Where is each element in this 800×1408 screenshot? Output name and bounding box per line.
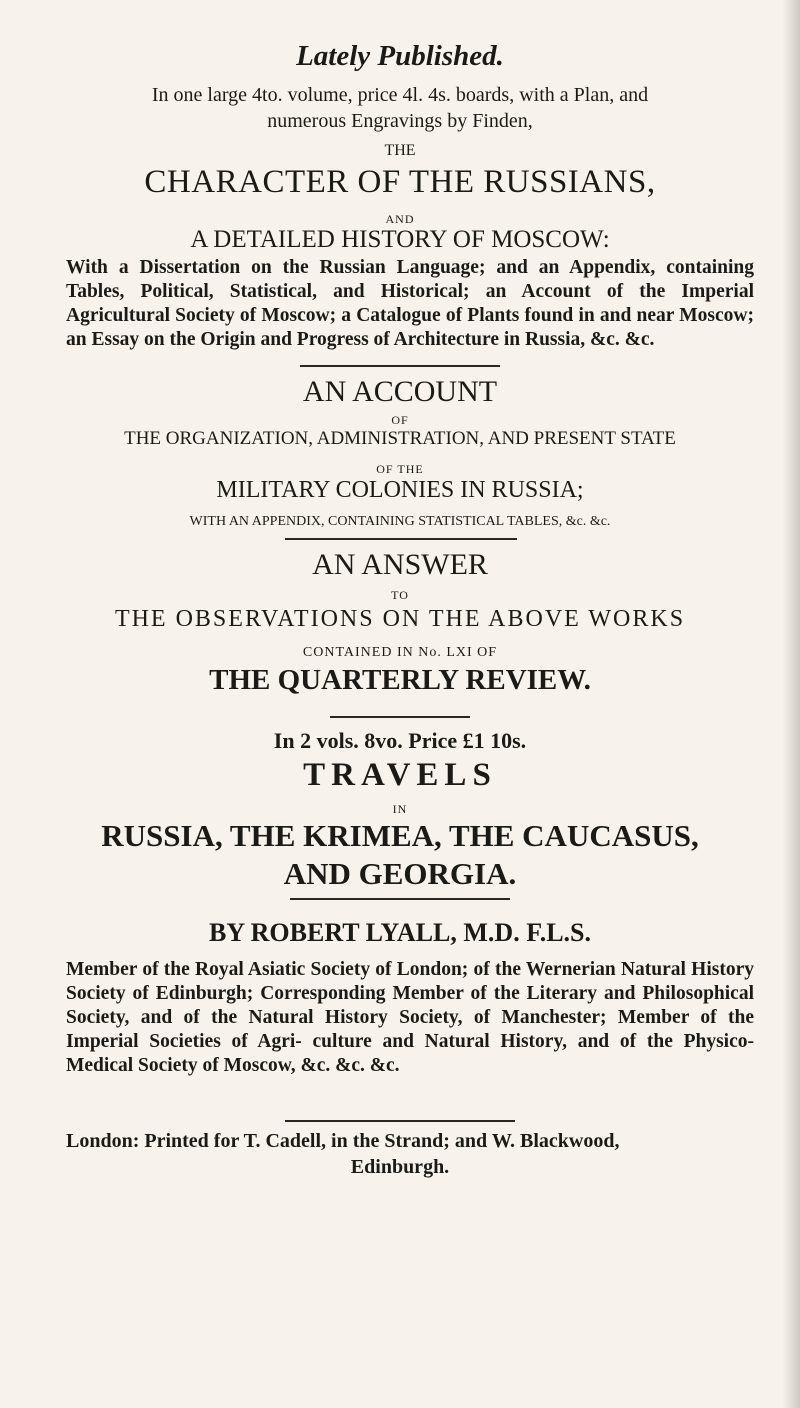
divider-5 [285, 1120, 515, 1122]
work2-of: OF [391, 413, 409, 427]
divider-3 [330, 716, 470, 718]
work2-of-the: OF THE [376, 462, 424, 476]
divider-4 [290, 898, 510, 900]
divider-1 [300, 365, 500, 367]
intro-line-1: In one large 4to. volume, price 4l. 4s. boards, with a Plan, and [151, 84, 649, 106]
work2-subtitle: THE ORGANIZATION, ADMINISTRATION, AND PRESENT STATE [124, 428, 676, 449]
work3-subtitle: THE OBSERVATIONS ON THE ABOVE WORKS [114, 606, 686, 632]
imprint-line-1: London: Printed for T. Cadell, in the Strand; and W. Blackwood, [66, 1130, 620, 1152]
work2-subject: MILITARY COLONIES IN RUSSIA; [216, 477, 584, 503]
work1-title-1: CHARACTER OF THE RUSSIANS, [144, 164, 656, 200]
author-by-line: BY ROBERT LYALL, M.D. F.L.S. [209, 918, 591, 947]
work1-and: AND [385, 212, 415, 226]
work4-in: IN [392, 802, 408, 816]
divider-2 [285, 538, 517, 540]
intro-line-2: numerous Engravings by Finden, [267, 110, 533, 132]
imprint-line-2: Edinburgh. [350, 1156, 450, 1178]
work2-title: AN ACCOUNT [302, 375, 498, 408]
work2-appendix: WITH AN APPENDIX, CONTAINING STATISTICAL TABLES, &c. &c. [189, 514, 611, 529]
lately-published-heading: Lately Published. [296, 40, 504, 72]
work3-to: TO [391, 588, 409, 602]
work3-contained: CONTAINED IN No. LXI OF [302, 645, 498, 660]
work4-places-1: RUSSIA, THE KRIMEA, THE CAUCASUS, [101, 818, 699, 853]
author-credentials: Member of the Royal Asiatic Society of London; of the Wernerian Natural History Society of Edinburgh; Corresponding Member of the Literary and Philosophical Society, and of the Natural History Society, of Manchester; Member of the Imperial Societies of Agri- culture and Natural History, and of the Physico-Medical Society of Moscow, &c. &c. &c. [66, 959, 754, 1076]
work4-price-line: In 2 vols. 8vo. Price £1 10s. [273, 728, 527, 753]
work3-review: THE QUARTERLY REVIEW. [209, 664, 591, 696]
work4-title: TRAVELS [303, 757, 497, 793]
work1-the: THE [384, 142, 416, 159]
page-edge-shadow [782, 0, 800, 1408]
work4-places-2: AND GEORGIA. [283, 856, 517, 891]
work1-description: With a Dissertation on the Russian Language; and an Appendix, containing Tables, Political, Statistical, and Historical; an Account of the Imperial Agricultural Society of Moscow; a Catalogue of Plants found in and near Moscow; an Essay on the Origin and Progress of Architecture in Russia, &c. &c. [66, 257, 754, 350]
work3-title: AN ANSWER [312, 548, 488, 581]
work1-title-2: A DETAILED HISTORY OF MOSCOW: [190, 226, 610, 253]
